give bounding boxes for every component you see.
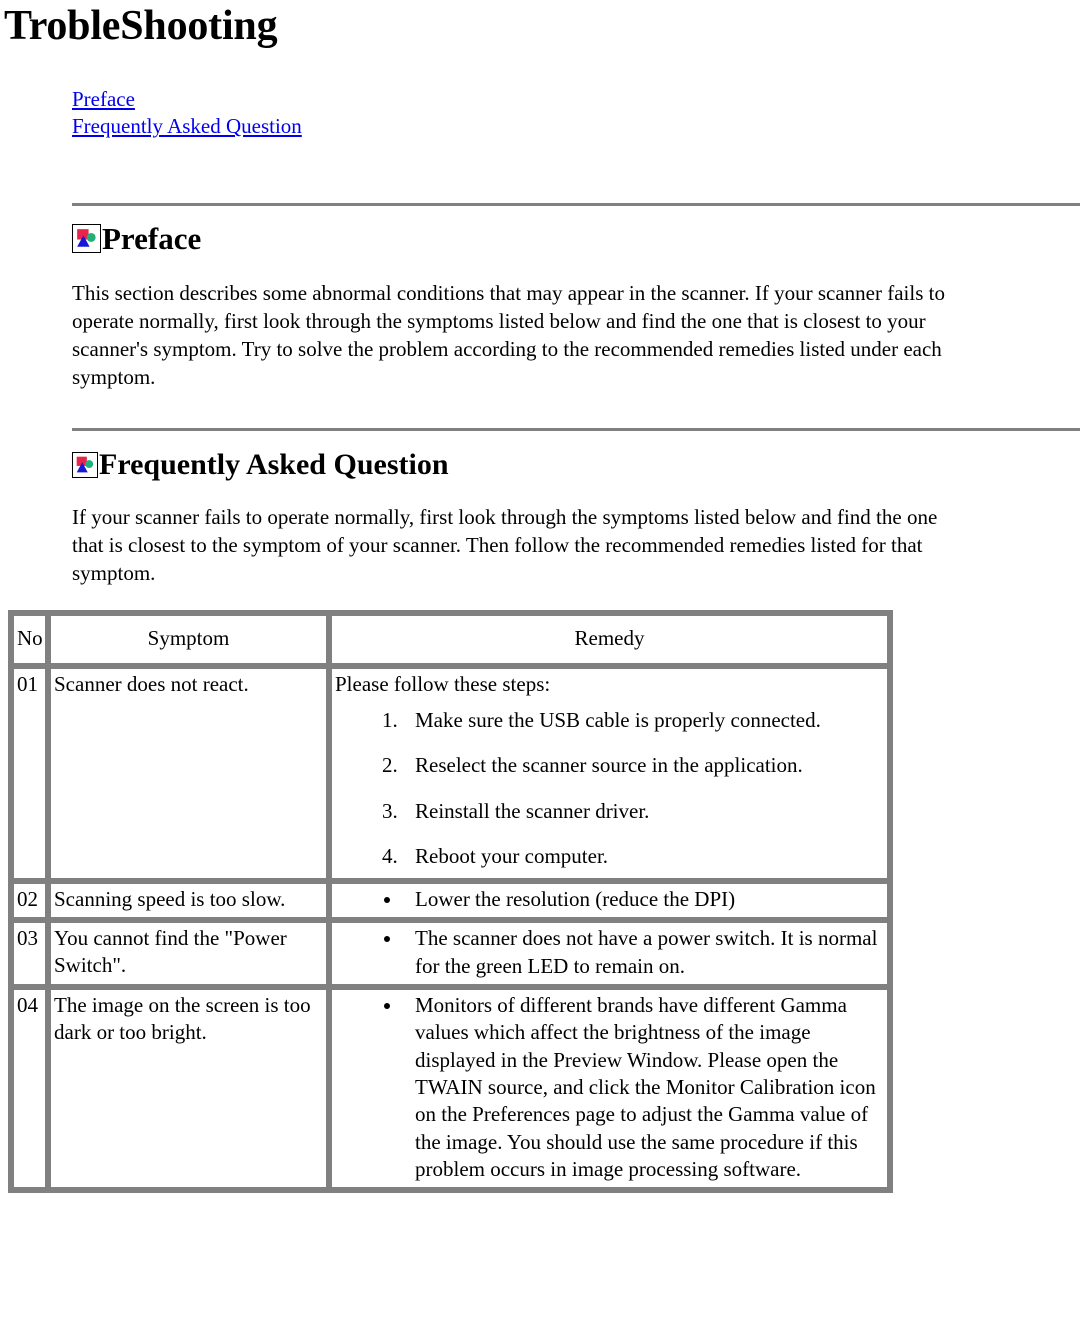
table-header-row [11,613,890,666]
broken-image-placeholder-icon [72,452,98,478]
page-title: TrobleShooting [4,3,278,49]
list-item: 1. Make sure the USB cable is properly connected. [403,707,884,734]
list-item: • The scanner does not have a power switch. It is normal for the green LED to remain on. [403,925,884,980]
remedy-bullet-list [335,886,884,913]
column-header-remedy: Remedy [329,613,890,666]
cell-no: 04 [11,987,48,1190]
table-row [11,881,890,920]
column-header-symptom: Symptom [48,613,329,666]
list-item: 3. Reinstall the scanner driver. [403,798,884,825]
remedy-bullet-list [335,925,884,980]
horizontal-rule [72,428,1080,431]
remedy-bullet-list [335,992,884,1183]
toc-links [0,48,1088,141]
toc-link-preface[interactable]: Preface [72,87,135,112]
section-heading-text: Frequently Asked Question [99,448,449,482]
section-heading-frequently-asked-question [0,448,1088,481]
faq-paragraph: If your scanner fails to operate normally, first look through the symptoms listed below and find the one that is closest to the symptom of your scanner. Then follow the recommended remedies listed for that symptom. [72,505,938,586]
list-item: • Monitors of different brands have different Gamma values which affect the brightness of the image displayed in the Preview Window. Please open the TWAIN source, and click the Monitor Calibration icon on the Preferences page to adjust the Gamma value of the image. You should use the same procedure if this problem occurs in image processing software. [403,992,884,1183]
remedy-intro: Please follow these steps: [335,672,551,697]
broken-image-placeholder-icon [72,224,101,253]
faq-table [8,610,893,1193]
section-divider-preface [0,203,1088,206]
cell-symptom: The image on the screen is too dark or too bright. [48,987,329,1190]
cell-remedy [329,881,890,920]
cell-no: 01 [11,666,48,881]
cell-no: 03 [11,920,48,987]
cell-symptom: You cannot find the "Power Switch". [48,920,329,987]
cell-symptom: Scanner does not react. [48,666,329,881]
column-header-no: No [11,613,48,666]
list-item: 2. Reselect the scanner source in the application. [403,752,884,779]
list-item: • Lower the resolution (reduce the DPI) [403,886,884,913]
list-item: 4. Reboot your computer. [403,843,884,870]
cell-remedy [329,920,890,987]
table-row [11,666,890,881]
cell-no: 02 [11,881,48,920]
toc-link-frequently-asked-question[interactable]: Frequently Asked Question [72,114,302,139]
cell-remedy [329,987,890,1190]
cell-symptom: Scanning speed is too slow. [48,881,329,920]
horizontal-rule [72,203,1080,206]
table-row [11,920,890,987]
preface-paragraph: This section describes some abnormal conditions that may appear in the scanner. If your scanner fails to operate normally, first look through the symptoms listed below and find the one that is closest to your scanner's symptom. Try to solve the problem according to the recommended remedies listed under each symptom. [72,280,945,389]
table-row [11,987,890,1190]
faq-table-wrapper [0,610,1088,1193]
section-heading-text: Preface [102,220,202,256]
cell-remedy [329,666,890,881]
section-divider-faq [0,428,1088,431]
remedy-steps-list [335,707,884,870]
section-heading-preface [0,222,1088,256]
